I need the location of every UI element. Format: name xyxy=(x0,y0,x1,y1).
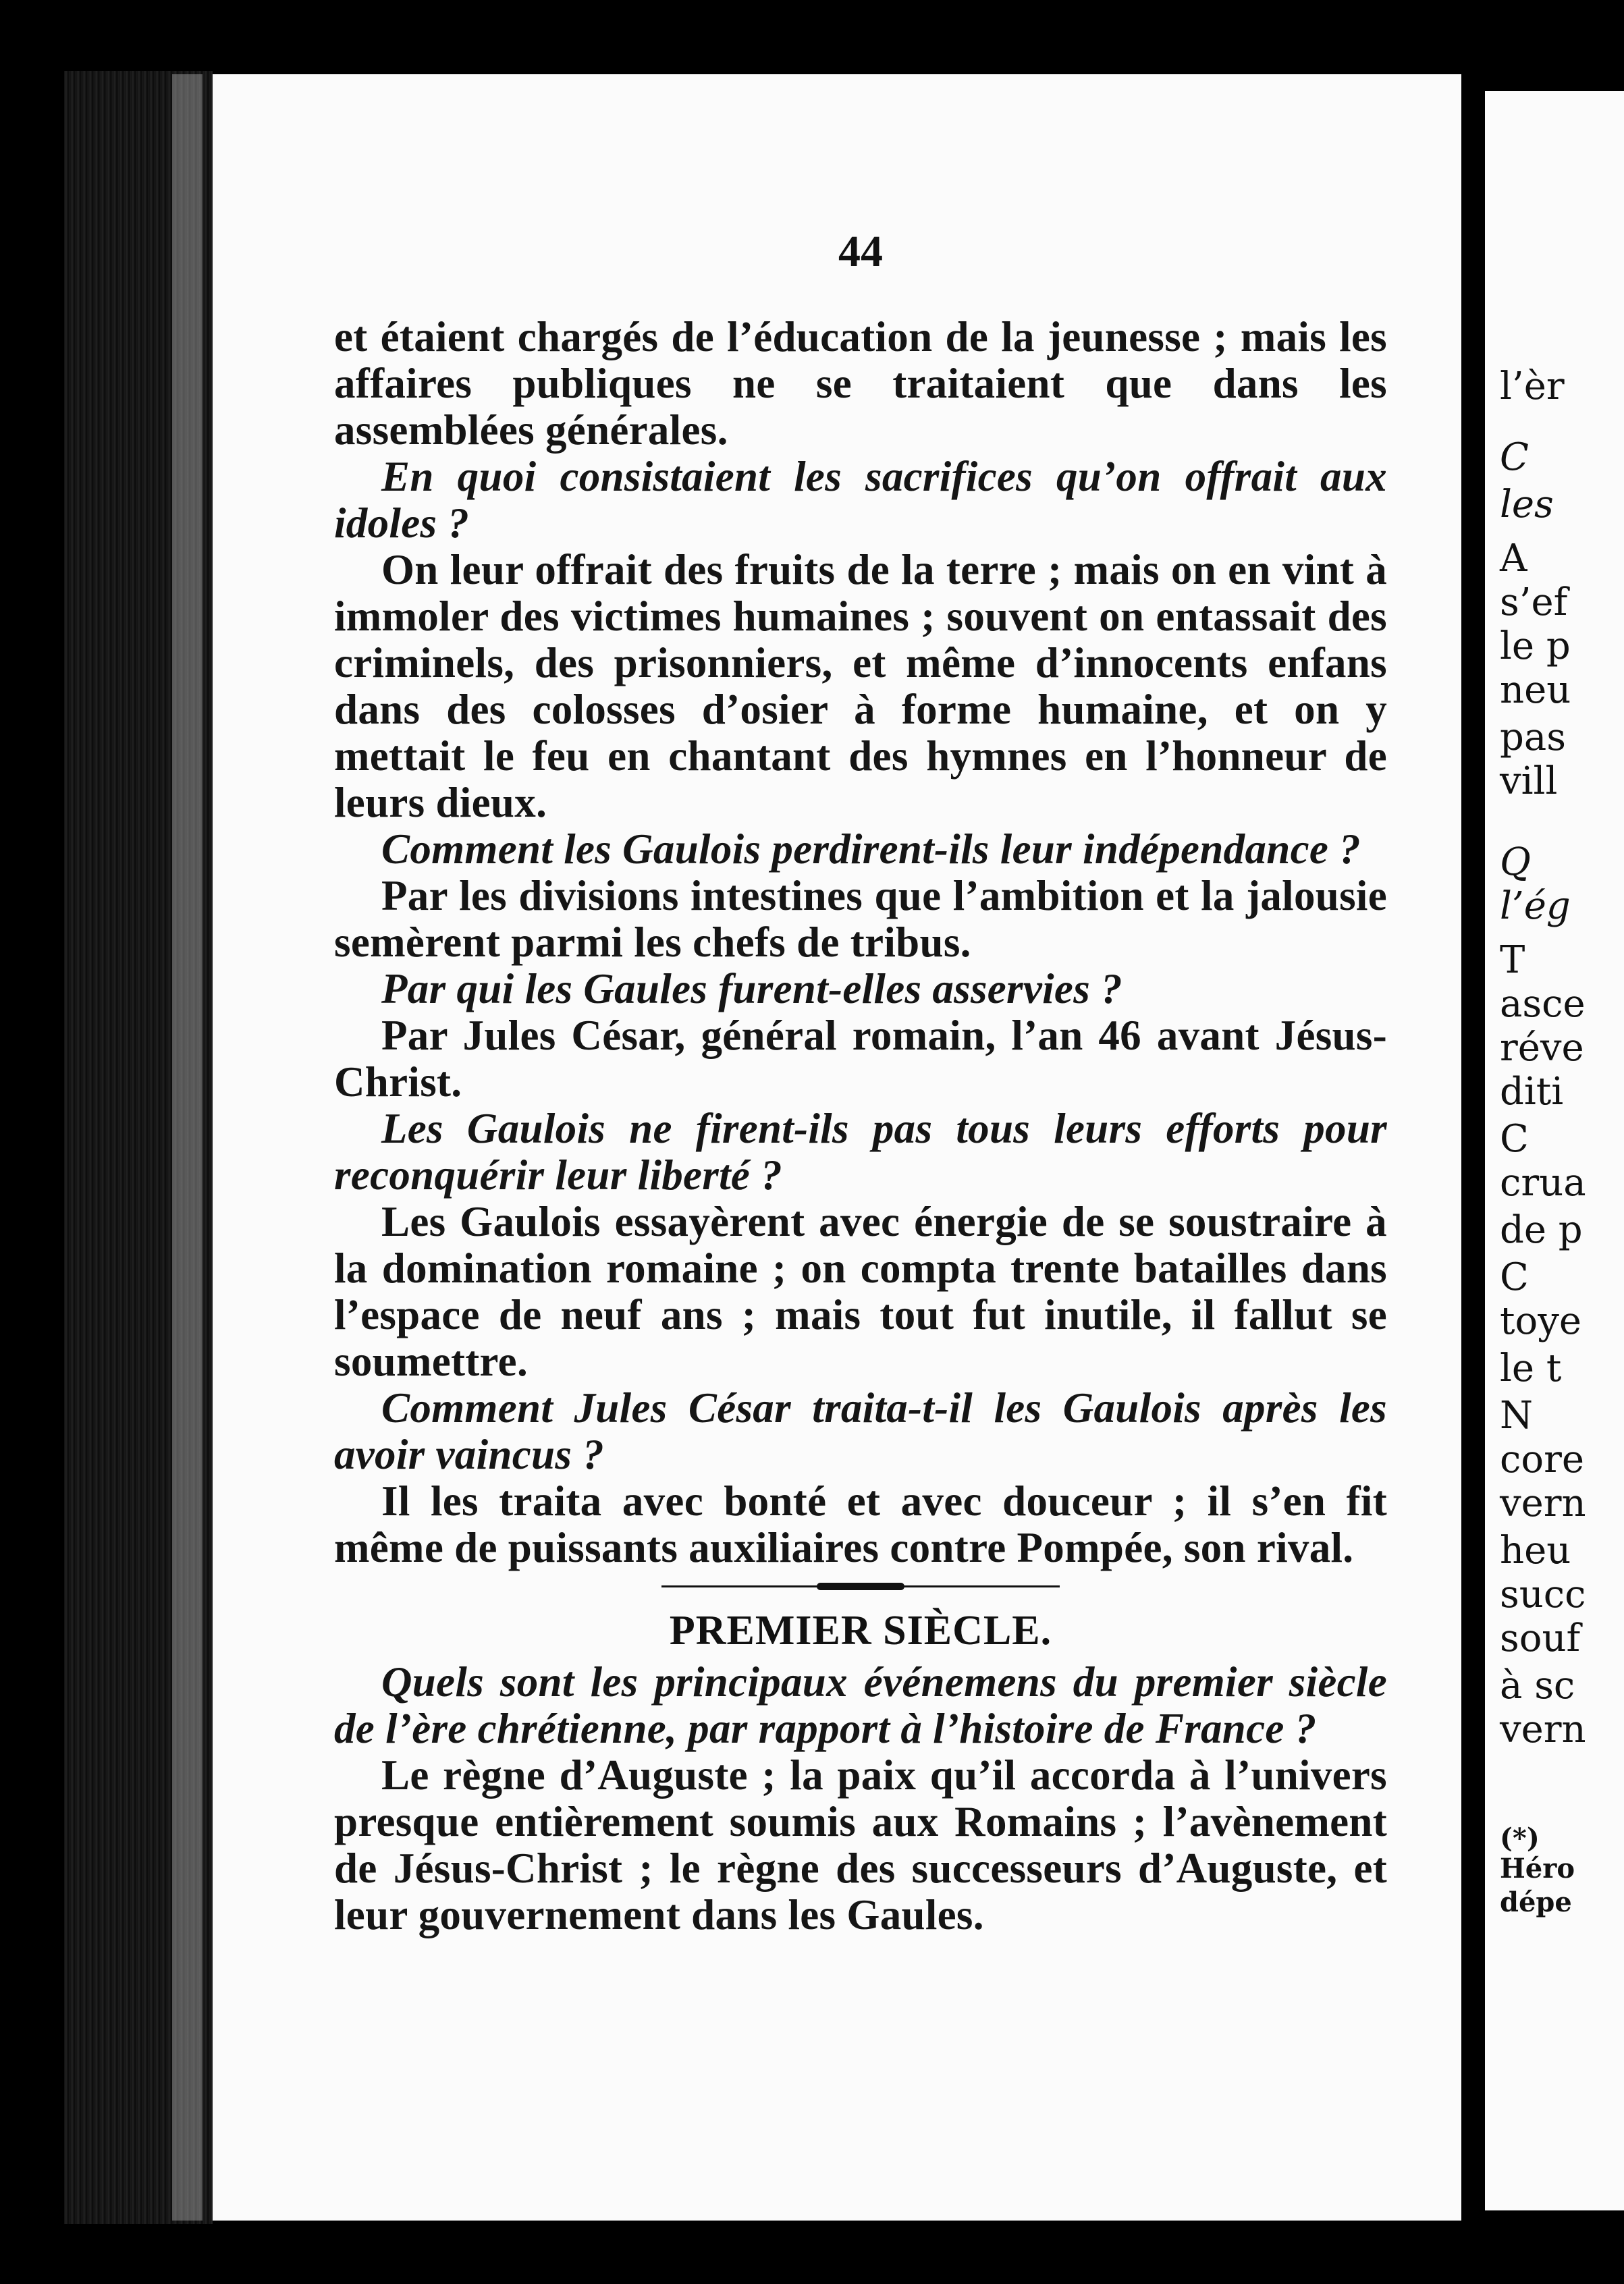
adjacent-page-text-fragment: Héro xyxy=(1500,1853,1575,1884)
adjacent-page-text-fragment: C xyxy=(1500,435,1529,479)
adjacent-page-text-fragment: vern xyxy=(1500,1481,1586,1525)
answer-paragraph: Par Jules César, général romain, l’an 46 avant Jésus-Christ. xyxy=(334,1012,1387,1106)
adjacent-page-text-fragment: pas xyxy=(1500,715,1566,759)
adjacent-page-text-fragment: diti xyxy=(1500,1070,1564,1114)
adjacent-page-text-fragment: l’ég xyxy=(1500,884,1571,928)
adjacent-page-text-fragment: neu xyxy=(1500,668,1571,712)
adjacent-page-text-fragment: core xyxy=(1500,1438,1584,1481)
section-heading: PREMIER SIÈCLE. xyxy=(669,1608,1052,1654)
adjacent-page-text-fragment: T xyxy=(1500,938,1525,982)
question-paragraph: Par qui les Gaules furent-elles asservies ? xyxy=(381,965,1122,1012)
question-paragraph: Comment Jules César traita-t-il les Gaulois après les avoir vaincus ? xyxy=(334,1384,1387,1478)
question-paragraph: En quoi consistaient les sacrifices qu’on offrait aux idoles ? xyxy=(334,453,1387,547)
page-number: 44 xyxy=(838,227,883,276)
adjacent-page-text-fragment: de p xyxy=(1500,1208,1583,1252)
adjacent-page-text-fragment: l’èr xyxy=(1500,364,1565,408)
adjacent-page-text-fragment: (*) xyxy=(1500,1822,1540,1854)
adjacent-page-text-fragment: réve xyxy=(1500,1026,1584,1070)
adjacent-page-text-fragment: A xyxy=(1500,537,1527,580)
adjacent-page-text-fragment: le p xyxy=(1500,624,1571,668)
adjacent-page-text-fragment: s’ef xyxy=(1500,580,1568,624)
adjacent-page-text-fragment: dépe xyxy=(1500,1886,1572,1918)
adjacent-page-text-fragment: N xyxy=(1500,1394,1533,1438)
adjacent-page-text-fragment: toye xyxy=(1500,1299,1581,1343)
answer-paragraph: Le règne d’Auguste ; la paix qu’il accorda à l’univers presque entièrement soumis aux Romains ; l’avènement de Jésus-Christ ; le règne des successeurs d’Auguste, et leur gouvernement dans les Gaules. xyxy=(334,1751,1387,1938)
answer-paragraph: et étaient chargés de l’éducation de la jeunesse ; mais les affaires publiques ne se traitaient que dans les assemblées générales. xyxy=(334,313,1387,454)
adjacent-page-text-fragment: C xyxy=(1500,1117,1529,1161)
question-paragraph: Comment les Gaulois perdirent-ils leur indépendance ? xyxy=(381,825,1361,873)
answer-paragraph: On leur offrait des fruits de la terre ; mais on en vint à immoler des victimes humaines ; souvent on entassait des criminels, des prisonniers, et même d’innocents enfans dans des colosses d’osier à forme humaine, et on y mettait le feu en chantant des hymnes en l’honneur de leurs dieux. xyxy=(334,546,1387,826)
adjacent-page-text-fragment: Q xyxy=(1500,840,1531,884)
answer-paragraph: Il les traita avec bonté et avec douceur ; il s’en fit même de puissants auxiliaires contre Pompée, son rival. xyxy=(334,1477,1387,1571)
adjacent-page-text-fragment: crua xyxy=(1500,1161,1586,1205)
page-edge-strip xyxy=(172,74,202,2221)
adjacent-page-text-fragment: heu xyxy=(1500,1529,1571,1573)
page-body xyxy=(334,314,1387,1938)
adjacent-page-text-fragment: succ xyxy=(1500,1573,1586,1616)
adjacent-page-text-fragment: souf xyxy=(1500,1616,1581,1660)
question-paragraph: Quels sont les principaux événemens du premier siècle de l’ère chrétienne, par rapport à l’histoire de France ? xyxy=(334,1658,1387,1752)
adjacent-page-text-fragment: les xyxy=(1500,483,1554,526)
adjacent-page-text-fragment: asce xyxy=(1500,982,1586,1026)
adjacent-page-text-fragment: le t xyxy=(1500,1347,1562,1390)
adjacent-page xyxy=(1485,91,1624,2210)
adjacent-page-text-fragment: vill xyxy=(1500,759,1558,803)
adjacent-page-text-fragment: à sc xyxy=(1500,1664,1575,1708)
question-paragraph: Les Gaulois ne firent-ils pas tous leurs efforts pour reconquérir leur liberté ? xyxy=(334,1105,1387,1199)
answer-paragraph: Par les divisions intestines que l’ambition et la jalousie semèrent parmi les chefs de tribus. xyxy=(334,872,1387,966)
answer-paragraph: Les Gaulois essayèrent avec énergie de se soustraire à la domination romaine ; on compta trente batailles dans l’espace de neuf ans ; mais tout fut inutile, il fallut se soumettre. xyxy=(334,1198,1387,1385)
ornamental-rule xyxy=(661,1581,1060,1592)
adjacent-page-text-fragment: vern xyxy=(1500,1708,1586,1751)
adjacent-page-text-fragment: C xyxy=(1500,1255,1529,1299)
